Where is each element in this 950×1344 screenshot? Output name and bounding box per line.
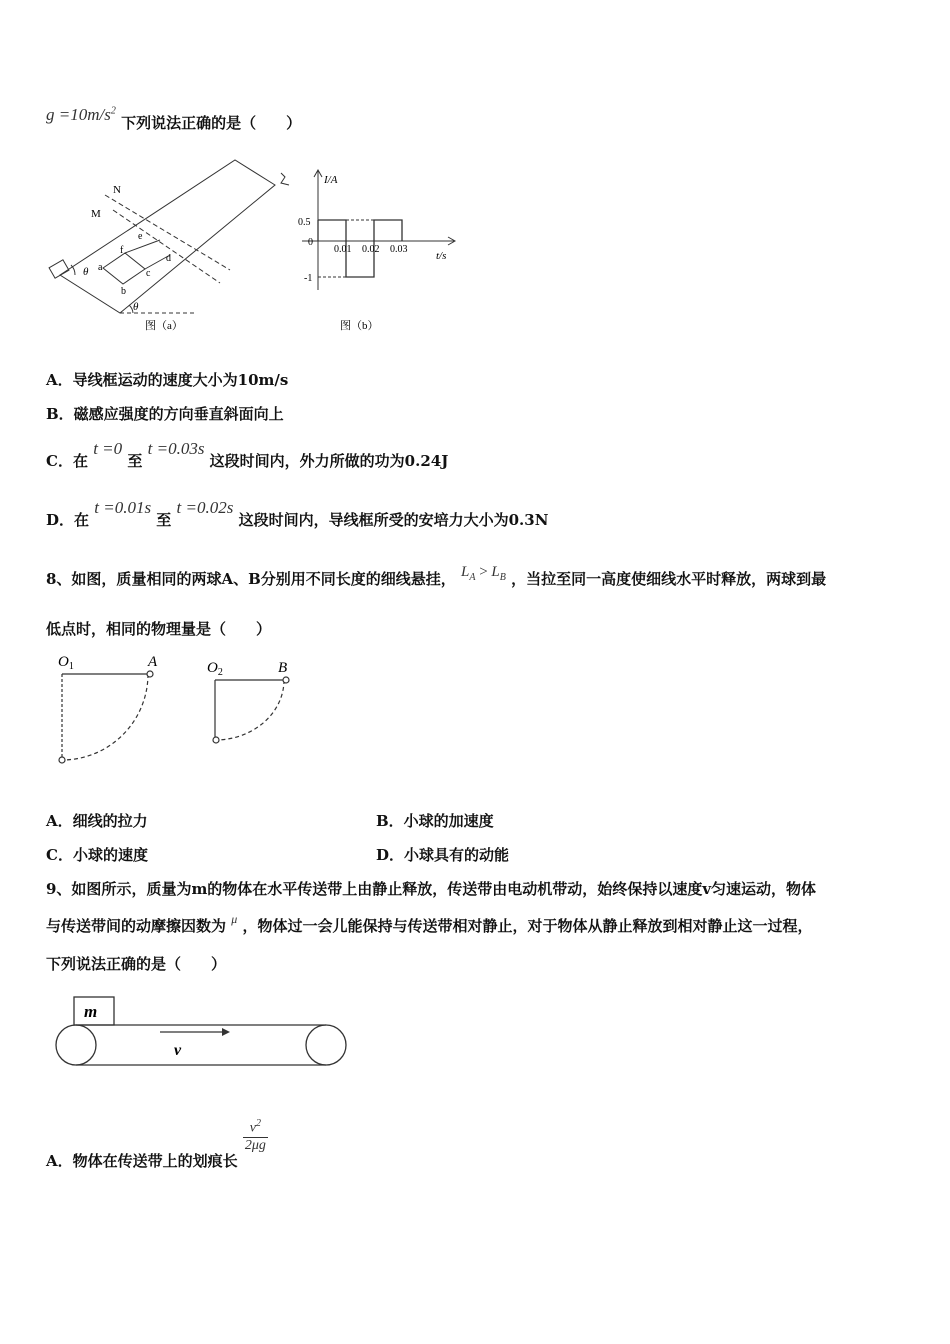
q7-option-C-t1: t =0 [93, 439, 123, 458]
q7-option-C [46, 439, 449, 471]
q7-option-D-prefix: D．在 [46, 511, 90, 529]
q7-given-g: $g =10m/s^2$ [46, 105, 116, 124]
y-tick-0.5: 0.5 [298, 217, 311, 228]
caption-b: 图（b） [340, 320, 379, 332]
caption-a: 图（a） [145, 320, 183, 332]
q8-option-D: D．小球具有的动能 [376, 846, 510, 864]
q8-option-B: B．小球的加速度 [376, 812, 494, 830]
label-M: M [91, 208, 101, 220]
q7-option-C-mid: 至 [127, 452, 143, 470]
q9-stem-line2 [46, 912, 813, 936]
q7-option-B: B．磁感应强度的方向垂直斜面向上 [46, 405, 284, 423]
q8-condition: $L_A > L_B$ [461, 564, 506, 583]
label-O2: $O_2$ [207, 660, 223, 678]
q8-stem-part2: ，当拉至同一高度使细线水平时释放，两球到最 [511, 570, 827, 588]
q8-stem-line1 [46, 564, 827, 591]
q8-stem-part1: 8、如图，质量相同的两球A、B分别用不同长度的细线悬挂， [46, 570, 456, 588]
label-theta-1: θ [83, 266, 89, 278]
q7-figure-a [45, 155, 305, 340]
x-tick-0.03: 0.03 [390, 244, 408, 255]
label-a: a [98, 262, 103, 273]
label-A: A [148, 654, 158, 670]
q7-option-D-mid: 至 [156, 511, 172, 529]
y-axis-label: I/A [324, 174, 338, 186]
q7-option-A: A．导线框运动的速度大小为10m/s [46, 371, 289, 389]
q9-stem-line2-a: 与传送带间的动摩擦因数为 [46, 917, 227, 935]
q7-option-C-prefix: C．在 [46, 452, 88, 470]
q9-conveyor-figure [52, 995, 352, 1075]
q7-option-D [46, 498, 549, 530]
q9-option-A [46, 1118, 268, 1170]
label-d: d [166, 253, 171, 264]
q7-option-C-t2: t =0.03s [147, 439, 205, 458]
q9-option-A-text: A．物体在传送带上的划痕长 [46, 1151, 238, 1170]
mass-label: m [84, 1002, 98, 1021]
y-tick-0: 0 [308, 237, 313, 248]
q8-figure [50, 652, 310, 772]
label-theta-2: θ [133, 301, 139, 313]
q7-figure-b [296, 165, 466, 350]
q7-option-D-t2: t =0.02s [176, 498, 234, 517]
velocity-label: v [174, 1042, 182, 1059]
q7-option-C-suffix: 这段时间内，外力所做的功为0.24J [209, 452, 449, 470]
q8-option-A: A．细线的拉力 [46, 812, 148, 830]
q9-option-A-fraction: $\frac{v^2}{2\mu g}$ [244, 1118, 266, 1153]
label-e: e [138, 231, 143, 242]
x-axis-label: t/s [436, 250, 447, 262]
q9-stem-line2-b: ，物体过一会儿能保持与传送带相对静止，对于物体从静止释放到相对静止这一过程， [242, 917, 813, 935]
y-tick-neg1: -1 [304, 273, 313, 284]
q7-stem: 下列说法正确的是（ ） [121, 114, 302, 132]
label-c: c [146, 268, 151, 279]
label-B: B [278, 660, 288, 676]
label-f: f [120, 245, 124, 256]
q7-option-D-t1: t =0.01s [94, 498, 152, 517]
x-tick-0.01: 0.01 [334, 244, 352, 255]
q9-mu: μ [231, 912, 238, 926]
q8-stem-line2: 低点时，相同的物理量是（ ） [46, 620, 272, 638]
label-O1: $O_1$ [58, 654, 74, 672]
q9-stem-line1: 9、如图所示，质量为m的物体在水平传送带上由静止释放，传送带由电动机带动，始终保持以速度v匀速运动，物体 [46, 880, 817, 898]
q7-stem-line [46, 104, 302, 132]
x-tick-0.02: 0.02 [362, 244, 380, 255]
q8-option-C: C．小球的速度 [46, 846, 148, 864]
q9-stem-line3: 下列说法正确的是（ ） [46, 955, 227, 973]
label-N: N [113, 184, 121, 196]
q7-option-D-suffix: 这段时间内，导线框所受的安培力大小为0.3N [238, 511, 549, 529]
label-b: b [121, 286, 126, 297]
